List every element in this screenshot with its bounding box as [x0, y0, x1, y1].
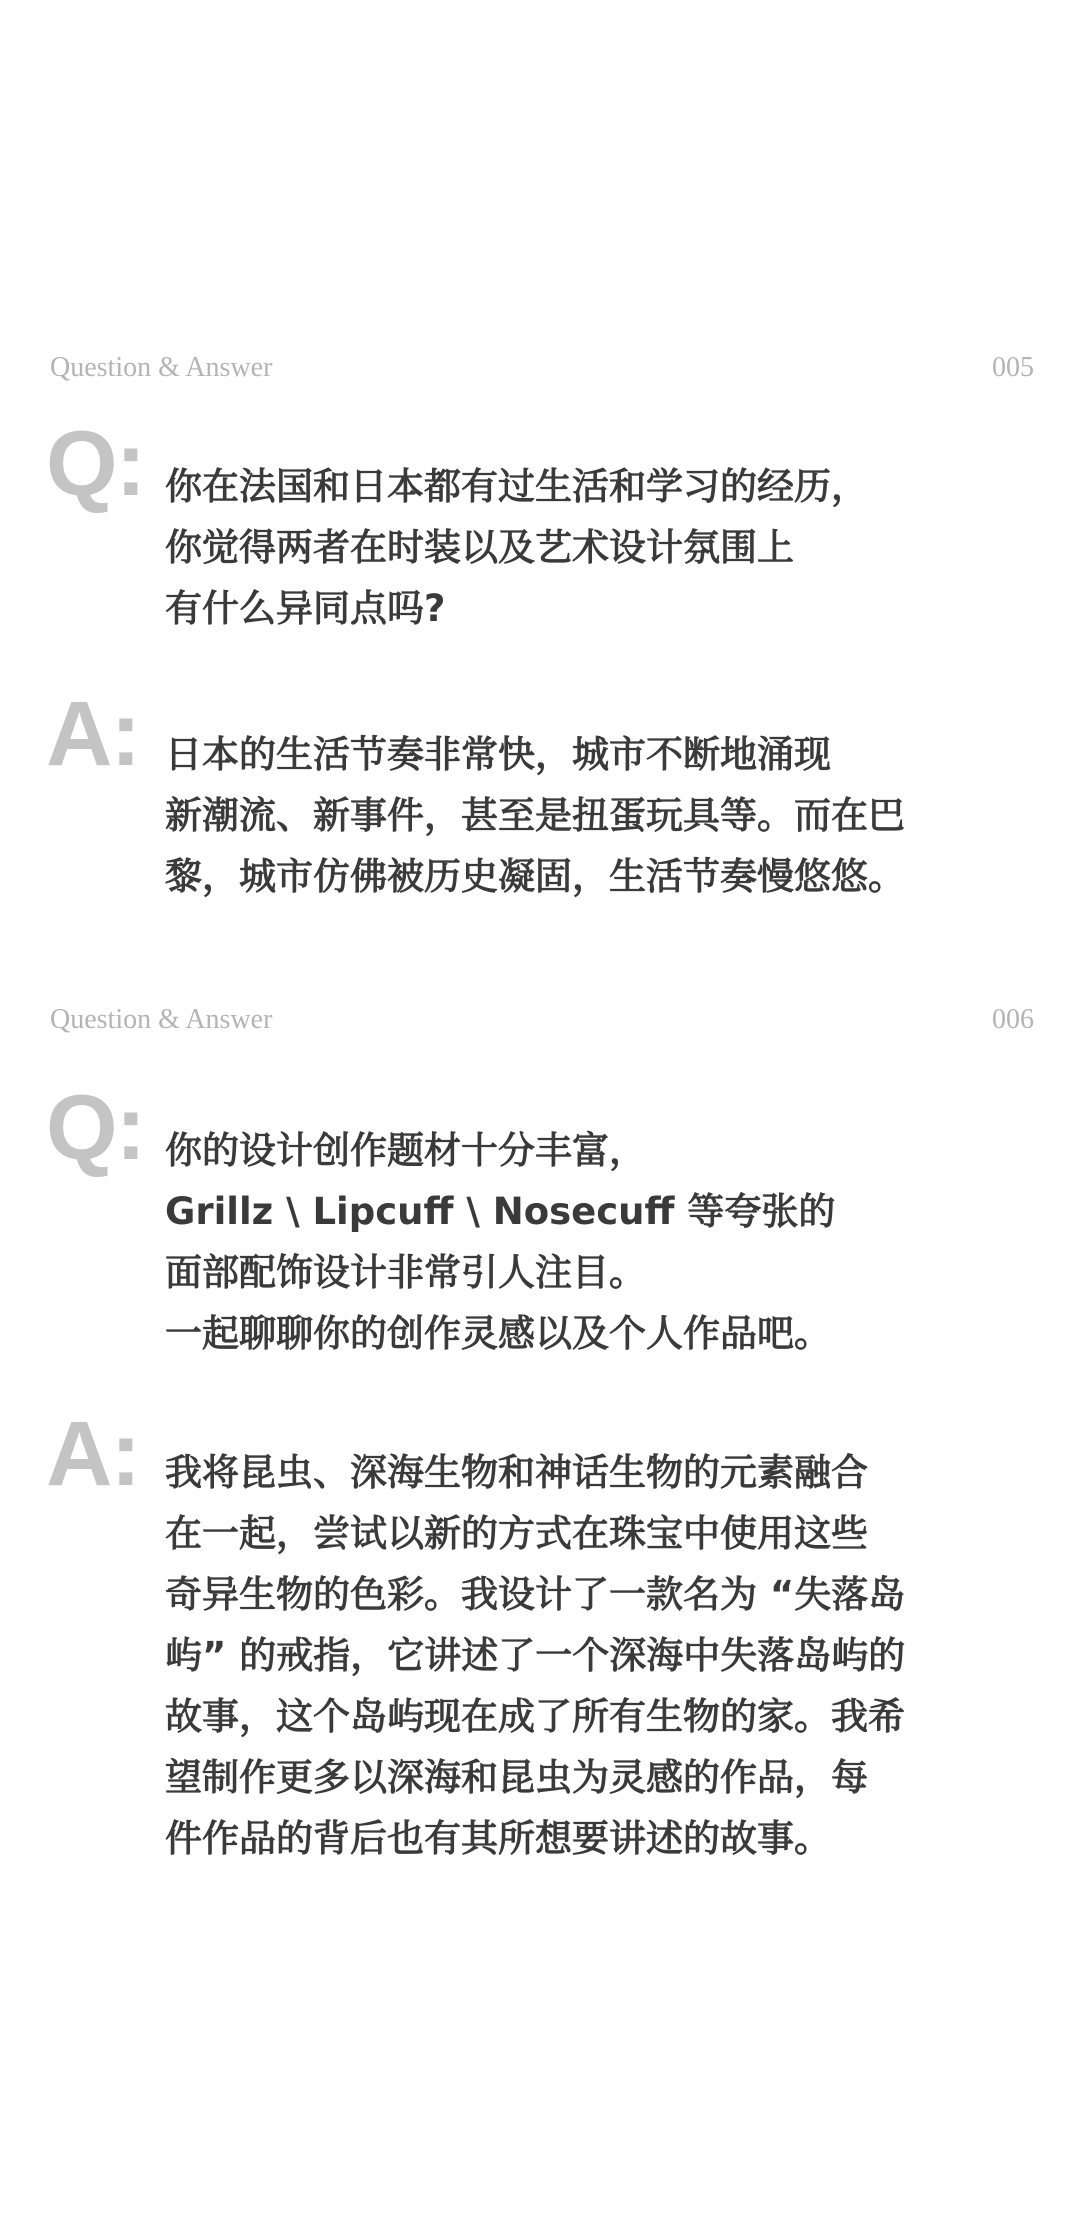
question-line: 面部配饰设计非常引人注目。 — [165, 1251, 646, 1294]
page-number: 005 — [992, 352, 1034, 383]
answer-text — [165, 724, 1005, 907]
answer-line: 件作品的背后也有其所想要讲述的故事。 — [165, 1817, 831, 1860]
question-line: 你觉得两者在时装以及艺术设计氛围上 — [165, 526, 794, 569]
answer-text — [165, 1442, 1005, 1869]
answer-marker: A: — [46, 683, 140, 785]
section-header — [50, 1000, 1034, 1040]
section-header — [50, 348, 1034, 388]
answer-line: 新潮流、新事件，甚至是扭蛋玩具等。而在巴 — [165, 794, 905, 837]
answer-line: 在一起，尝试以新的方式在珠宝中使用这些 — [165, 1512, 868, 1555]
answer-line: 日本的生活节奏非常快，城市不断地涌现 — [165, 733, 831, 776]
answer-marker: A: — [46, 1403, 140, 1505]
question-text — [165, 456, 1005, 639]
answer-line: 屿” 的戒指，它讲述了一个深海中失落岛屿的 — [165, 1634, 906, 1677]
question-line: 你的设计创作题材十分丰富， — [165, 1129, 646, 1172]
question-line: 你在法国和日本都有过生活和学习的经历， — [165, 465, 868, 508]
question-text — [165, 1120, 1005, 1364]
question-line: Grillz \ Lipcuff \ Nosecuff 等夸张的 — [165, 1190, 836, 1233]
question-marker: Q: — [46, 1077, 145, 1179]
answer-line: 黎，城市仿佛被历史凝固，生活节奏慢悠悠。 — [165, 855, 905, 898]
answer-line: 故事，这个岛屿现在成了所有生物的家。我希 — [165, 1695, 905, 1738]
question-line: 有什么异同点吗? — [165, 587, 446, 630]
page-number: 006 — [992, 1004, 1034, 1035]
header-title: Question & Answer — [50, 352, 273, 383]
header-title: Question & Answer — [50, 1004, 273, 1035]
answer-line: 我将昆虫、深海生物和神话生物的元素融合 — [165, 1451, 868, 1494]
question-line: 一起聊聊你的创作灵感以及个人作品吧。 — [165, 1312, 831, 1355]
question-marker: Q: — [46, 413, 145, 515]
answer-line: 奇异生物的色彩。我设计了一款名为 “失落岛 — [165, 1573, 906, 1616]
answer-line: 望制作更多以深海和昆虫为灵感的作品，每 — [165, 1756, 868, 1799]
